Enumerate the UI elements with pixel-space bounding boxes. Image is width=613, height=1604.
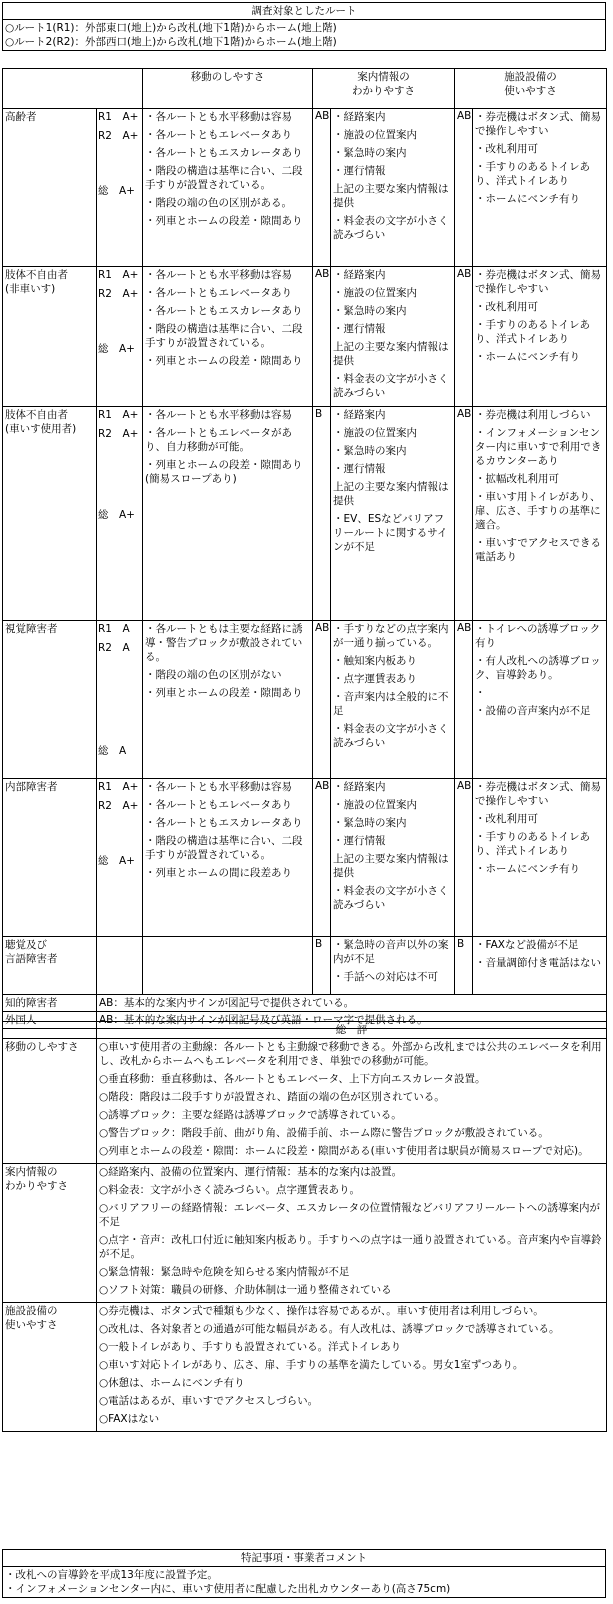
facility-note: ・音量調節付き電話はない xyxy=(475,957,601,969)
mobility-note: ・各ルートともエスカレータあり xyxy=(145,147,303,159)
summary-item: ○FAXはない xyxy=(99,1413,160,1425)
route-table xyxy=(2,2,606,51)
summary-item: ○列車とホームの段差・隙間：ホームに段差・隙間がある(車いす使用者は駅員が簡易スロープで対応)。 xyxy=(99,1145,589,1157)
header-facility: 施設設備の 使いやすさ xyxy=(455,69,607,109)
info-note: ・点字運賃表あり xyxy=(333,673,417,685)
mobility-note: ・各ルートともエレベータあり xyxy=(145,799,292,811)
grade-value: R2 A+ xyxy=(98,288,139,300)
grade-value: R2 A+ xyxy=(98,800,139,812)
summary-item: ○休憩は、ホームにベンチ有り xyxy=(99,1377,245,1389)
header-mobility: 移動のしやすさ xyxy=(143,69,313,109)
grade-value: R2 A xyxy=(98,642,130,654)
group-label: 高齢者 xyxy=(3,109,97,267)
summary-section-label: 案内情報の わかりやすさ xyxy=(3,1164,97,1303)
grade-value: 総 A+ xyxy=(98,185,135,197)
facility-grade: B xyxy=(455,937,473,995)
info-note: ・音声案内は全般的に不足 xyxy=(333,691,449,717)
info-grade: B xyxy=(313,937,331,995)
facility-notes xyxy=(473,267,607,407)
mobility-notes xyxy=(143,779,313,937)
mobility-note: ・列車とホームの段差・隙間あり xyxy=(145,215,303,227)
info-note: ・施設の位置案内 xyxy=(333,427,417,439)
facility-grade: AB xyxy=(455,407,473,621)
info-note: ・施設の位置案内 xyxy=(333,129,417,141)
summary-section-label: 移動のしやすさ xyxy=(3,1039,97,1164)
summary-item: ○車いす対応トイレがあり、広さ、扉、手すりの基準を満たしている。男女1室ずつあり。 xyxy=(99,1359,524,1371)
info-note: ・料金表の文字が小さく読みづらい xyxy=(333,215,449,241)
summary-item: ○電話はあるが、車いすでアクセスしづらい。 xyxy=(99,1395,319,1407)
summary-section-label: 施設設備の 使いやすさ xyxy=(3,1303,97,1432)
info-notes xyxy=(331,109,455,267)
mobility-note: ・各ルートともエレベータあり xyxy=(145,287,292,299)
info-grade: B xyxy=(313,407,331,621)
facility-notes xyxy=(473,779,607,937)
comment-title: 特記事項・事業者コメント xyxy=(3,1550,606,1567)
mobility-notes xyxy=(143,621,313,779)
facility-note: ・手すりのあるトイレあり、洋式トイレあり xyxy=(475,319,590,345)
mobility-note: ・階段の端の色の区別がない xyxy=(145,669,282,681)
facility-notes xyxy=(473,109,607,267)
info-notes xyxy=(331,267,455,407)
facility-grade: AB xyxy=(455,779,473,937)
info-note: ・経路案内 xyxy=(333,269,386,281)
grade-value: R1 A+ xyxy=(98,111,139,123)
facility-note: ・ホームにベンチ有り xyxy=(475,863,580,875)
facility-note: ・車いす用トイレがあり、扉、広さ、手すりの基準に適合。 xyxy=(475,491,601,531)
summary-section-items xyxy=(97,1303,607,1432)
info-note: ・料金表の文字が小さく読みづらい xyxy=(333,885,449,911)
grade-value: R2 A+ xyxy=(98,130,139,142)
info-grade: AB xyxy=(313,267,331,407)
facility-note: ・改札利用可 xyxy=(475,813,538,825)
group-summary: AB：基本的な案内サインが図記号で提供されている。 xyxy=(97,995,607,1012)
summary-item: ○料金表：文字が小さく読みづらい。点字運賃表あり。 xyxy=(99,1184,360,1196)
info-note: ・運行情報 xyxy=(333,165,386,177)
mobility-note: ・各ルートともエスカレータあり xyxy=(145,817,303,829)
info-note: ・触知案内板あり xyxy=(333,655,417,667)
facility-note: ・FAXなど設備が不足 xyxy=(475,939,579,951)
summary-item: ○誘導ブロック：主要な経路は誘導ブロックで誘導されている。 xyxy=(99,1109,402,1121)
route-table-title: 調査対象としたルート xyxy=(3,3,606,20)
grade-value: R1 A xyxy=(98,623,130,635)
info-note: ・緊急時の案内 xyxy=(333,147,407,159)
info-note: ・緊急時の案内 xyxy=(333,445,407,457)
mobility-note: ・列車とホームの段差・隙間あり xyxy=(145,355,303,367)
mobility-note: ・各ルートともエレベータがあり、自力移動が可能。 xyxy=(145,427,292,453)
mobility-notes xyxy=(143,937,313,995)
facility-note: ・車いすでアクセスできる電話あり xyxy=(475,537,601,563)
summary-table xyxy=(2,1021,607,1432)
info-note: 上記の主要な案内情報は提供 xyxy=(333,853,449,879)
grade-column xyxy=(97,621,143,779)
comment-item: ・改札への盲導鈴を平成13年度に設置予定。 xyxy=(5,1569,218,1581)
grade-column xyxy=(97,937,143,995)
grade-value: 総 A+ xyxy=(98,509,135,521)
mobility-note: ・列車とホームの段差・隙間あり(簡易スロープあり) xyxy=(145,459,303,485)
info-note: ・運行情報 xyxy=(333,323,386,335)
header-info: 案内情報の わかりやすさ xyxy=(313,69,455,109)
group-label: 知的障害者 xyxy=(3,995,97,1012)
facility-grade: AB xyxy=(455,109,473,267)
facility-notes xyxy=(473,621,607,779)
summary-item: ○ソフト対策：職員の研修、介助体制は一通り整備されている xyxy=(99,1284,392,1296)
info-note: ・緊急時の音声以外の案内が不足 xyxy=(333,939,449,965)
mobility-note: ・列車とホームの段差・隙間あり xyxy=(145,687,303,699)
grade-value: 総 A xyxy=(98,745,127,757)
info-grade: AB xyxy=(313,621,331,779)
mobility-note: ・階段の構造は基準に合い、二段手すりが設置されている。 xyxy=(145,165,303,191)
group-label: 聴覚及び 言語障害者 xyxy=(3,937,97,995)
mobility-note: ・各ルートとも水平移動は容易 xyxy=(145,269,292,281)
facility-note: ・券売機はボタン式、簡易で操作しやすい xyxy=(475,269,601,295)
info-note: ・緊急時の案内 xyxy=(333,305,407,317)
mobility-notes xyxy=(143,109,313,267)
summary-item: ○緊急情報：緊急時や危険を知らせる案内情報が不足 xyxy=(99,1266,350,1278)
mobility-notes xyxy=(143,407,313,621)
facility-grade: AB xyxy=(455,621,473,779)
grade-value: R1 A+ xyxy=(98,409,139,421)
mobility-note: ・各ルートとも水平移動は容易 xyxy=(145,409,292,421)
summary-item: ○警告ブロック：階段手前、曲がり角、設備手前、ホーム際に警告ブロックが敷設されている。 xyxy=(99,1127,549,1139)
info-note: ・経路案内 xyxy=(333,409,386,421)
grade-column xyxy=(97,779,143,937)
info-note: ・経路案内 xyxy=(333,781,386,793)
facility-note: ・拡幅改札利用可 xyxy=(475,473,559,485)
info-note: ・緊急時の案内 xyxy=(333,817,407,829)
grade-value: 総 A+ xyxy=(98,343,135,355)
facility-note: ・ xyxy=(475,687,486,699)
mobility-note: ・各ルートとも水平移動は容易 xyxy=(145,781,292,793)
facility-note: ・改札利用可 xyxy=(475,143,538,155)
summary-header-blank xyxy=(3,1022,97,1039)
grade-value: R2 A+ xyxy=(98,428,139,440)
grade-value: 総 A+ xyxy=(98,855,135,867)
group-label: 外国人 xyxy=(3,1012,97,1029)
mobility-note: ・各ルートとも水平移動は容易 xyxy=(145,111,292,123)
evaluation-table xyxy=(2,68,607,1029)
summary-item: ○一般トイレがあり、手すりも設置されている。洋式トイレあり xyxy=(99,1341,402,1353)
summary-item: ○車いす使用者の主動線：各ルートとも主動線で移動できる。外部から改札までは公共のエレベータを利用し、改札からホームへもエレベータを利用でき、単独での移動が可能。 xyxy=(99,1041,602,1067)
mobility-notes xyxy=(143,267,313,407)
facility-note: ・インフォメーションセンター内に車いすで利用できるカウンターあり xyxy=(475,427,602,467)
route-list xyxy=(3,20,606,51)
info-note: ・料金表の文字が小さく読みづらい xyxy=(333,373,449,399)
comment-table xyxy=(2,1549,606,1598)
summary-item: ○改札は、各対象者との通過が可能な幅員がある。有人改札は、誘導ブロックで誘導されている。 xyxy=(99,1323,560,1335)
comment-item: ・インフォメーションセンター内に、車いす使用者に配慮した出札カウンターあり(高さ75cm) xyxy=(5,1583,451,1595)
header-blank xyxy=(3,69,143,109)
facility-note: ・手すりのあるトイレあり、洋式トイレあり xyxy=(475,831,590,857)
group-label: 視覚障害者 xyxy=(3,621,97,779)
info-note: ・手話への対応は不可 xyxy=(333,971,438,983)
info-notes xyxy=(331,937,455,995)
facility-note: ・設備の音声案内が不足 xyxy=(475,705,591,717)
group-label: 肢体不自由者 (非車いす) xyxy=(3,267,97,407)
info-grade: AB xyxy=(313,779,331,937)
grade-column xyxy=(97,267,143,407)
route-1: ○ルート1(R1)：外部東口(地上)から改札(地下1階)からホーム(地上階) xyxy=(5,22,337,34)
summary-item: ○券売機は、ボタン式で種類も少なく、操作は容易であるが、。車いす使用者は利用しづらい。 xyxy=(99,1305,544,1317)
group-label: 肢体不自由者 (車いす使用者) xyxy=(3,407,97,621)
facility-note: ・券売機はボタン式、簡易で操作しやすい xyxy=(475,111,601,137)
mobility-note: ・各ルートともは主要な経路に誘導・警告ブロックが敷設されている。 xyxy=(145,623,303,663)
mobility-note: ・階段の端の色の区別がある。 xyxy=(145,197,292,209)
mobility-note: ・各ルートともエレベータあり xyxy=(145,129,292,141)
info-grade: AB xyxy=(313,109,331,267)
facility-note: ・有人改札への誘導ブロック、盲導鈴あり。 xyxy=(475,655,601,681)
info-note: ・手すりなどの点字案内が一通り揃っている。 xyxy=(333,623,449,649)
facility-notes xyxy=(473,407,607,621)
summary-title: 総 評 xyxy=(97,1022,607,1039)
summary-item: ○点字・音声：改札口付近に触知案内板あり。手すりへの点字は一通り設置されている。音声案内や盲導鈴が不足。 xyxy=(99,1234,602,1260)
summary-item: ○垂直移動：垂直移動は、各ルートともエレベータ、上下方向エスカレータ設置。 xyxy=(99,1073,486,1085)
facility-note: ・ホームにベンチ有り xyxy=(475,351,580,363)
summary-item: ○バリアフリーの経路情報：エレベータ、エスカレータの位置情報などバリアフリールートへの誘導案内が不足 xyxy=(99,1202,600,1228)
facility-note: ・券売機は利用しづらい xyxy=(475,409,591,421)
summary-section-items xyxy=(97,1039,607,1164)
info-note: ・経路案内 xyxy=(333,111,386,123)
evaluation-rows xyxy=(3,109,607,1029)
info-note: ・運行情報 xyxy=(333,835,386,847)
info-note: ・EV、ESなどバリアフリールートに関するサインが不足 xyxy=(333,513,448,553)
info-notes xyxy=(331,407,455,621)
route-2: ○ルート2(R2)：外部西口(地上)から改札(地下1階)からホーム(地上階) xyxy=(5,36,337,48)
summary-item: ○経路案内、設備の位置案内、運行情報：基本的な案内は設置。 xyxy=(99,1166,403,1178)
summary-section-items xyxy=(97,1164,607,1303)
info-note: ・施設の位置案内 xyxy=(333,287,417,299)
group-summary: AB：基本的な案内サインが図記号及び英語・ローマ字で提供される。 xyxy=(97,1012,607,1029)
facility-note: ・券売機はボタン式、簡易で操作しやすい xyxy=(475,781,601,807)
info-note: ・施設の位置案内 xyxy=(333,799,417,811)
mobility-note: ・列車とホームの間に段差あり xyxy=(145,867,292,879)
info-note: ・料金表の文字が小さく読みづらい xyxy=(333,723,449,749)
summary-item: ○階段：階段は二段手すりが設置され、踏面の端の色が区別されている。 xyxy=(99,1091,445,1103)
facility-note: ・トイレへの誘導ブロック有り xyxy=(475,623,601,649)
grade-column xyxy=(97,407,143,621)
mobility-note: ・階段の構造は基準に合い、二段手すりが設置されている。 xyxy=(145,835,303,861)
summary-rows xyxy=(3,1039,607,1432)
info-note: 上記の主要な案内情報は提供 xyxy=(333,183,449,209)
mobility-note: ・各ルートともエスカレータあり xyxy=(145,305,303,317)
facility-note: ・ホームにベンチ有り xyxy=(475,193,580,205)
grade-value: R1 A+ xyxy=(98,269,139,281)
facility-grade: AB xyxy=(455,267,473,407)
facility-note: ・改札利用可 xyxy=(475,301,538,313)
info-note: ・運行情報 xyxy=(333,463,386,475)
facility-notes xyxy=(473,937,607,995)
info-note: 上記の主要な案内情報は提供 xyxy=(333,481,449,507)
comment-list xyxy=(3,1567,606,1598)
info-notes xyxy=(331,779,455,937)
group-label: 内部障害者 xyxy=(3,779,97,937)
info-notes xyxy=(331,621,455,779)
grade-value: R1 A+ xyxy=(98,781,139,793)
mobility-note: ・階段の構造は基準に合い、二段手すりが設置されている。 xyxy=(145,323,303,349)
info-note: 上記の主要な案内情報は提供 xyxy=(333,341,449,367)
grade-column xyxy=(97,109,143,267)
facility-note: ・手すりのあるトイレあり、洋式トイレあり xyxy=(475,161,590,187)
